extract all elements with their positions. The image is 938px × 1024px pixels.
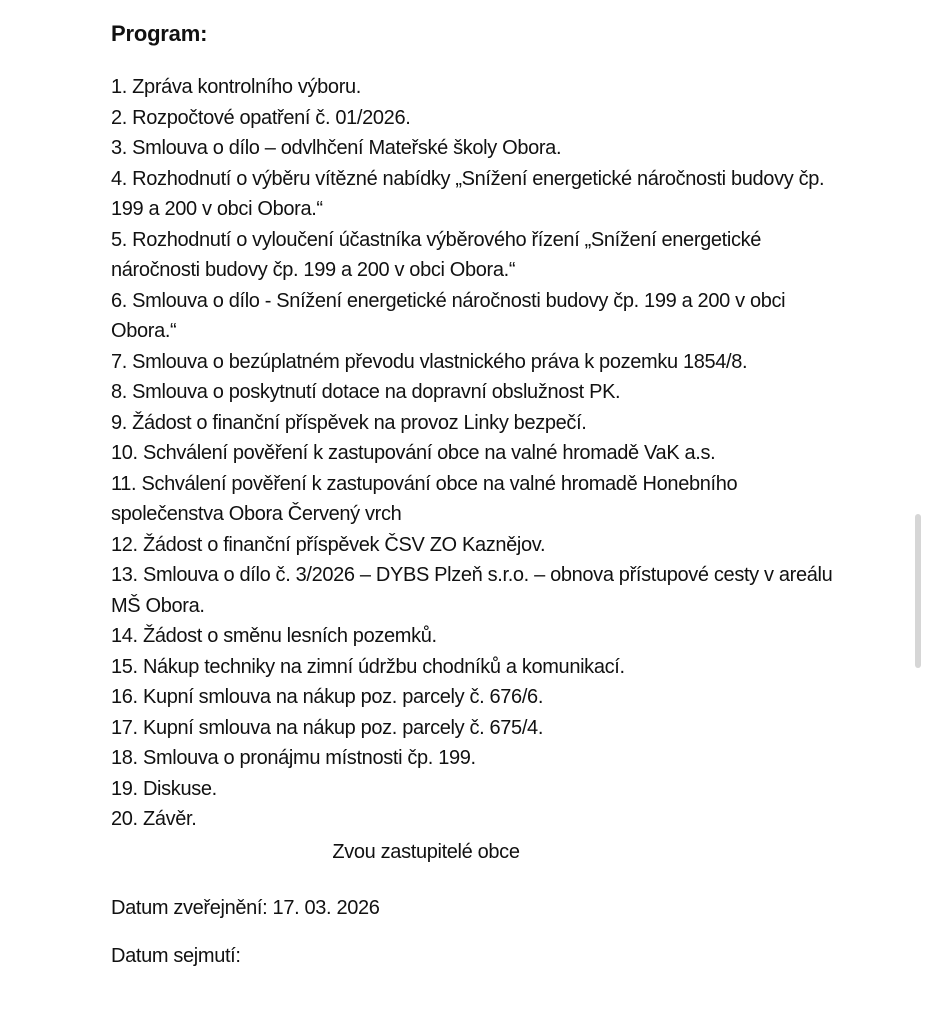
agenda-item: 6. Smlouva o dílo - Snížení energetické náročnosti budovy čp. 199 a 200 v obci Obora.“ xyxy=(111,289,786,342)
agenda-item: 20. Závěr. xyxy=(111,808,197,830)
vertical-scrollbar[interactable] xyxy=(915,514,921,668)
agenda-item: 8. Smlouva o poskytnutí dotace na dopravní obslužnost PK. xyxy=(111,381,621,403)
program-heading: Program: xyxy=(111,21,208,46)
agenda-item: 9. Žádost o finanční příspěvek na provoz Linky bezpečí. xyxy=(111,411,587,434)
agenda-item: 11. Schválení pověření k zastupování obce na valné hromadě Honebního společenstva Obora Červený vrch xyxy=(111,472,738,525)
agenda-item: 14. Žádost o směnu lesních pozemků. xyxy=(111,625,437,647)
agenda-item: 13. Smlouva o dílo č. 3/2026 – DYBS Plzeň s.r.o. – obnova přístupové cesty v areálu MŠ Obora. xyxy=(111,564,833,617)
agenda-item: 5. Rozhodnutí o vyloučení účastníka výběrového řízení „Snížení energetické náročnosti budovy čp. 199 a 200 v obci Obora.“ xyxy=(111,228,762,281)
agenda-item: 7. Smlouva o bezúplatném převodu vlastnického práva k pozemku 1854/8. xyxy=(111,350,748,373)
document-page xyxy=(111,16,841,971)
agenda-item: 10. Schválení pověření k zastupování obce na valné hromadě VaK a.s. xyxy=(111,442,716,464)
agenda-item: 18. Smlouva o pronájmu místnosti čp. 199. xyxy=(111,747,476,769)
agenda-item: 1. Zpráva kontrolního výboru. xyxy=(111,76,361,98)
agenda-item: 2. Rozpočtové opatření č. 01/2026. xyxy=(111,106,411,129)
agenda-item: 15. Nákup techniky na zimní údržbu chodníků a komunikací. xyxy=(111,655,625,678)
agenda-item: 3. Smlouva o dílo – odvlhčení Mateřské školy Obora. xyxy=(111,137,562,159)
agenda-item: 4. Rozhodnutí o výběru vítězné nabídky „Snížení energetické náročnosti budovy čp. 199 a 200 v obci Obora.“ xyxy=(111,167,825,220)
agenda-item: 12. Žádost o finanční příspěvek ČSV ZO Kaznějov. xyxy=(111,533,546,556)
signoff-text: Zvou zastupitelé obce xyxy=(332,840,520,863)
removal-date: Datum sejmutí: xyxy=(111,944,241,967)
agenda-list xyxy=(111,72,841,835)
publication-date: Datum zveřejnění: 17. 03. 2026 xyxy=(111,896,380,919)
agenda-item: 17. Kupní smlouva na nákup poz. parcely č. 675/4. xyxy=(111,716,544,739)
agenda-item: 16. Kupní smlouva na nákup poz. parcely č. 676/6. xyxy=(111,686,544,708)
agenda-item: 19. Diskuse. xyxy=(111,777,217,800)
